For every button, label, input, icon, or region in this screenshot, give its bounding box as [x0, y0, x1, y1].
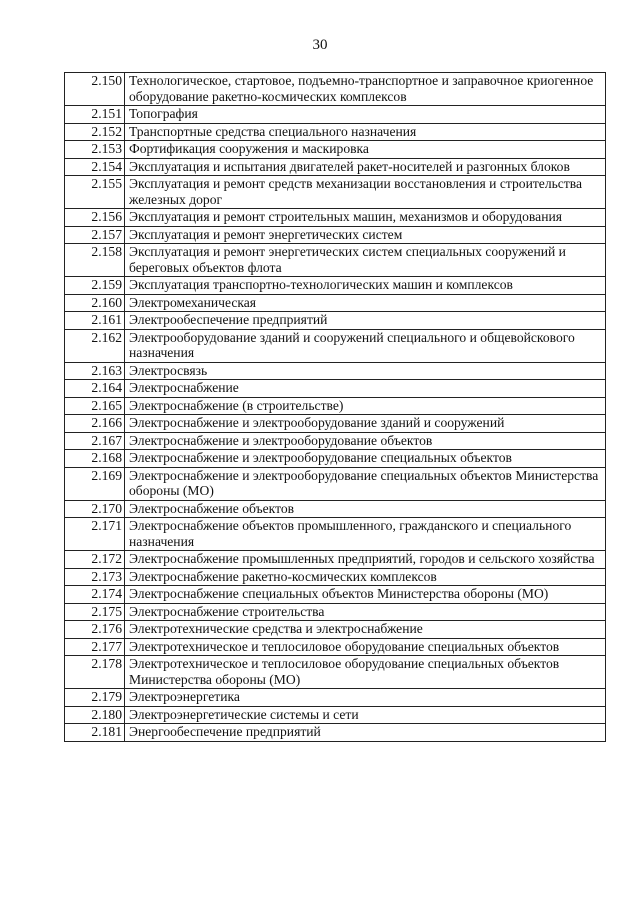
row-code: 2.179: [65, 689, 125, 707]
row-code: 2.162: [65, 329, 125, 362]
row-code: 2.156: [65, 209, 125, 227]
row-code: 2.163: [65, 362, 125, 380]
table-row: [65, 158, 606, 176]
row-name: Электроснабжение и электрооборудование специальных объектов Министерства обороны (МО): [125, 467, 606, 500]
row-code: 2.168: [65, 450, 125, 468]
row-name: Электротехнические средства и электроснабжение: [125, 621, 606, 639]
table-row: [65, 467, 606, 500]
row-code: 2.155: [65, 176, 125, 209]
table-row: [65, 209, 606, 227]
table-row: [65, 397, 606, 415]
row-name: Электротехническое и теплосиловое оборудование специальных объектов Министерства обороны (МО): [125, 656, 606, 689]
table-row: [65, 277, 606, 295]
table-row: [65, 415, 606, 433]
table-row: [65, 73, 606, 106]
table-row: [65, 689, 606, 707]
row-name: Электроснабжение: [125, 380, 606, 398]
row-code: 2.169: [65, 467, 125, 500]
row-code: 2.173: [65, 568, 125, 586]
row-code: 2.151: [65, 106, 125, 124]
row-code: 2.160: [65, 294, 125, 312]
row-name: Электроснабжение объектов: [125, 500, 606, 518]
table-row: [65, 432, 606, 450]
row-name: Электроснабжение и электрооборудование специальных объектов: [125, 450, 606, 468]
row-code: 2.174: [65, 586, 125, 604]
row-code: 2.150: [65, 73, 125, 106]
row-name: Электромеханическая: [125, 294, 606, 312]
table-row: [65, 329, 606, 362]
row-name: Эксплуатация и испытания двигателей ракет-носителей и разгонных блоков: [125, 158, 606, 176]
row-name: Эксплуатация и ремонт энергетических систем: [125, 226, 606, 244]
table-row: [65, 226, 606, 244]
row-name: Электроснабжение объектов промышленного, гражданского и специального назначения: [125, 518, 606, 551]
row-code: 2.157: [65, 226, 125, 244]
row-code: 2.161: [65, 312, 125, 330]
row-name: Электрообеспечение предприятий: [125, 312, 606, 330]
row-name: Электроэнергетика: [125, 689, 606, 707]
row-code: 2.165: [65, 397, 125, 415]
row-name: Электроснабжение специальных объектов Министерства обороны (МО): [125, 586, 606, 604]
row-name: Электротехническое и теплосиловое оборудование специальных объектов: [125, 638, 606, 656]
row-name: Электросвязь: [125, 362, 606, 380]
table-row: [65, 568, 606, 586]
row-code: 2.181: [65, 724, 125, 742]
row-code: 2.152: [65, 123, 125, 141]
row-name: Эксплуатация и ремонт энергетических систем специальных сооружений и береговых объектов флота: [125, 244, 606, 277]
row-name: Транспортные средства специального назначения: [125, 123, 606, 141]
row-name: Энергообеспечение предприятий: [125, 724, 606, 742]
row-code: 2.180: [65, 706, 125, 724]
row-code: 2.175: [65, 603, 125, 621]
table-row: [65, 450, 606, 468]
row-name: Электроснабжение и электрооборудование зданий и сооружений: [125, 415, 606, 433]
table-row: [65, 294, 606, 312]
table-row: [65, 603, 606, 621]
row-code: 2.154: [65, 158, 125, 176]
row-code: 2.167: [65, 432, 125, 450]
row-name: Электроснабжение (в строительстве): [125, 397, 606, 415]
row-name: Эксплуатация и ремонт строительных машин, механизмов и оборудования: [125, 209, 606, 227]
row-name: Электроснабжение строительства: [125, 603, 606, 621]
row-name: Электрооборудование зданий и сооружений специального и общевойскового назначения: [125, 329, 606, 362]
specialties-table-body: [65, 73, 606, 742]
row-code: 2.166: [65, 415, 125, 433]
table-row: [65, 176, 606, 209]
table-row: [65, 244, 606, 277]
row-code: 2.170: [65, 500, 125, 518]
page-number: 30: [312, 37, 328, 53]
row-code: 2.176: [65, 621, 125, 639]
table-row: [65, 500, 606, 518]
table-row: [65, 362, 606, 380]
row-name: Электроснабжение и электрооборудование объектов: [125, 432, 606, 450]
table-row: [65, 551, 606, 569]
row-name: Технологическое, стартовое, подъемно-транспортное и заправочное криогенное оборудование ракетно-космических комплексов: [125, 73, 606, 106]
table-row: [65, 123, 606, 141]
table-row: [65, 518, 606, 551]
row-name: Электроснабжение ракетно-космических комплексов: [125, 568, 606, 586]
row-code: 2.159: [65, 277, 125, 295]
table-row: [65, 106, 606, 124]
row-code: 2.178: [65, 656, 125, 689]
table-row: [65, 638, 606, 656]
table-row: [65, 141, 606, 159]
row-name: Электроэнергетические системы и сети: [125, 706, 606, 724]
row-code: 2.164: [65, 380, 125, 398]
row-code: 2.172: [65, 551, 125, 569]
table-row: [65, 380, 606, 398]
row-code: 2.177: [65, 638, 125, 656]
row-code: 2.158: [65, 244, 125, 277]
table-row: [65, 706, 606, 724]
table-row: [65, 656, 606, 689]
row-name: Эксплуатация и ремонт средств механизации восстановления и строительства железных дорог: [125, 176, 606, 209]
table-row: [65, 724, 606, 742]
row-code: 2.171: [65, 518, 125, 551]
row-name: Фортификация сооружения и маскировка: [125, 141, 606, 159]
row-name: Электроснабжение промышленных предприятий, городов и сельского хозяйства: [125, 551, 606, 569]
specialties-table: [64, 72, 606, 742]
table-row: [65, 621, 606, 639]
row-name: Эксплуатация транспортно-технологических машин и комплексов: [125, 277, 606, 295]
table-row: [65, 586, 606, 604]
table-row: [65, 312, 606, 330]
row-code: 2.153: [65, 141, 125, 159]
row-name: Топография: [125, 106, 606, 124]
